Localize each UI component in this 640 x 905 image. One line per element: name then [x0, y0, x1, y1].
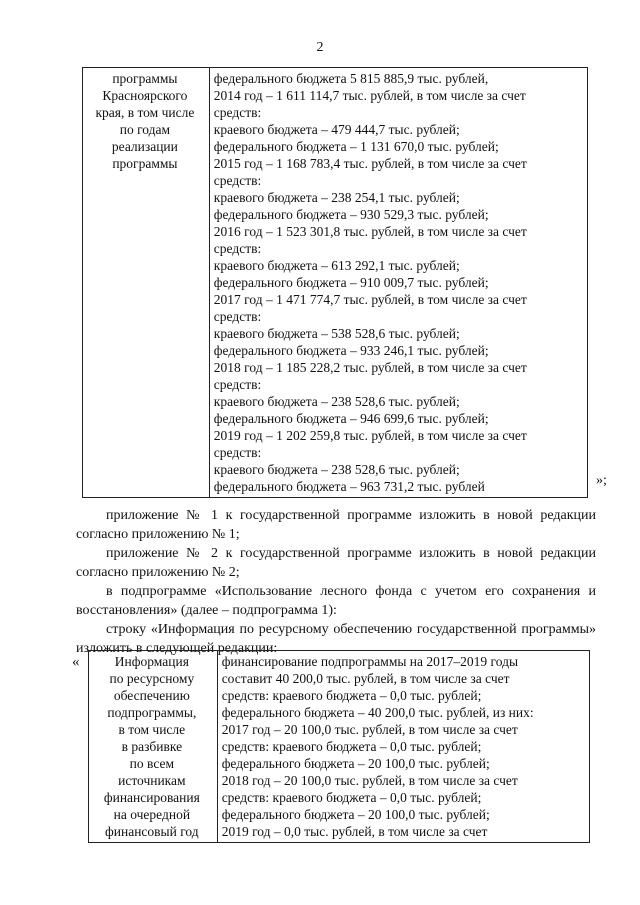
- table1-left-line: программы: [112, 156, 178, 171]
- table1-right-line: краевого бюджета – 238 254,1 тыс. рублей;: [213, 190, 460, 205]
- table2-right-line: федерального бюджета – 20 100,0 тыс. рублей;: [221, 807, 490, 822]
- table2-right-line: федерального бюджета – 40 200,0 тыс. рублей, из них:: [221, 705, 534, 720]
- table2-right-line: средств: краевого бюджета – 0,0 тыс. рублей;: [221, 739, 482, 754]
- table2-right-line: федерального бюджета – 20 100,0 тыс. рублей;: [221, 756, 490, 771]
- table1-right-line: средств:: [213, 377, 262, 392]
- table2-right-line: 2018 год – 20 100,0 тыс. рублей, в том числе за счет: [221, 773, 518, 788]
- page-number: 2: [316, 40, 324, 55]
- table2-left-line: по всем: [129, 756, 175, 771]
- table1-right-line: федерального бюджета – 1 131 670,0 тыс. рублей;: [213, 139, 499, 154]
- table1-right-line: федерального бюджета – 910 009,7 тыс. рублей;: [213, 275, 489, 290]
- table2-right-line: составит 40 200,0 тыс. рублей, в том числе за счет: [221, 671, 510, 686]
- table1-left-line: по годам: [119, 122, 171, 137]
- table1-right-line: 2017 год – 1 471 774,7 тыс. рублей, в том числе за счет: [213, 292, 527, 307]
- paragraph-appendix-1: приложение № 1 к государственной программе изложить в новой редакции согласно приложению № 1;: [76, 508, 596, 542]
- resource-table-program: [82, 67, 588, 498]
- table2-left-line: на очередной: [113, 807, 191, 822]
- table1-right-line: средств:: [213, 445, 262, 460]
- table2-left-line: финансовый год: [105, 824, 199, 839]
- table2-left-line: источникам: [118, 773, 186, 788]
- table2-left-line: обеспечению: [113, 688, 190, 703]
- table2-right-line: средств: краевого бюджета – 0,0 тыс. рублей;: [221, 688, 482, 703]
- table1-right-line: 2014 год – 1 611 114,7 тыс. рублей, в том числе за счет: [213, 88, 526, 103]
- table1-right-line: краевого бюджета – 613 292,1 тыс. рублей;: [213, 258, 460, 273]
- paragraph-appendix-2: приложение № 2 к государственной программе изложить в новой редакции согласно приложению № 2;: [76, 546, 596, 580]
- table2-left-line: подпрограммы,: [107, 705, 197, 720]
- table1-right-line: краевого бюджета – 538 528,6 тыс. рублей;: [213, 326, 460, 341]
- table1-right-line: федерального бюджета – 963 731,2 тыс. рублей: [213, 479, 485, 494]
- table2-right-line: 2019 год – 0,0 тыс. рублей, в том числе за счет: [221, 824, 488, 839]
- table2-right-line: 2017 год – 20 100,0 тыс. рублей, в том числе за счет: [221, 722, 518, 737]
- table1-right-line: 2018 год – 1 185 228,2 тыс. рублей, в том числе за счет: [213, 360, 527, 375]
- table1-right-line: федерального бюджета – 946 699,6 тыс. рублей;: [213, 411, 489, 426]
- table1-right-line: краевого бюджета – 238 528,6 тыс. рублей;: [213, 462, 460, 477]
- resource-table-subprogram: [88, 650, 590, 843]
- table1-right-line: федерального бюджета – 930 529,3 тыс. рублей;: [213, 207, 489, 222]
- opening-quote-mark: «: [72, 654, 80, 670]
- table1-right-line: средств:: [213, 241, 262, 256]
- table2-left-line: в том числе: [118, 722, 186, 737]
- table1-left-line: реализации: [111, 139, 178, 154]
- table2-left-line: финансирования: [103, 790, 200, 805]
- table2-left-line: Информация: [114, 654, 189, 669]
- amendment-paragraphs: [76, 506, 596, 658]
- table1-right-line: средств:: [213, 309, 262, 324]
- table2-right-line: финансирование подпрограммы на 2017–2019 годы: [221, 654, 519, 669]
- paragraph-row-replacement: строку «Информация по ресурсному обеспечению государственной программы» изложить в следующей редакции:: [76, 622, 596, 656]
- table1-right-line: 2015 год – 1 168 783,4 тыс. рублей, в том числе за счет: [213, 156, 527, 171]
- table1-right-cell: [209, 68, 587, 498]
- table1-left-cell: [83, 68, 210, 498]
- table1-left-line: Красноярского: [102, 88, 188, 103]
- table2-right-line: средств: краевого бюджета – 0,0 тыс. рублей;: [221, 790, 482, 805]
- table2-left-cell: [89, 651, 218, 843]
- table1-right-line: федерального бюджета 5 815 885,9 тыс. рублей,: [213, 71, 489, 86]
- table1-left-line: программы: [112, 71, 178, 86]
- table1-right-line: 2016 год – 1 523 301,8 тыс. рублей, в том числе за счет: [213, 224, 527, 239]
- paragraph-subprogram-1: в подпрограмме «Использование лесного фонда с учетом его сохранения и восстановления» (далее – подпрограмма 1):: [76, 584, 596, 618]
- table1-right-line: краевого бюджета – 479 444,7 тыс. рублей;: [213, 122, 460, 137]
- table1-right-line: краевого бюджета – 238 528,6 тыс. рублей;: [213, 394, 460, 409]
- table2-left-line: по ресурсному: [109, 671, 195, 686]
- table2-right-cell: [217, 651, 589, 843]
- table1-right-line: средств:: [213, 105, 262, 120]
- closing-quote-mark: »;: [596, 473, 607, 488]
- table1-right-line: 2019 год – 1 202 259,8 тыс. рублей, в том числе за счет: [213, 428, 527, 443]
- table1-right-line: средств:: [213, 173, 262, 188]
- table1-left-line: края, в том числе: [95, 105, 195, 120]
- table1-right-line: федерального бюджета – 933 246,1 тыс. рублей;: [213, 343, 489, 358]
- table2-left-line: в разбивке: [121, 739, 183, 754]
